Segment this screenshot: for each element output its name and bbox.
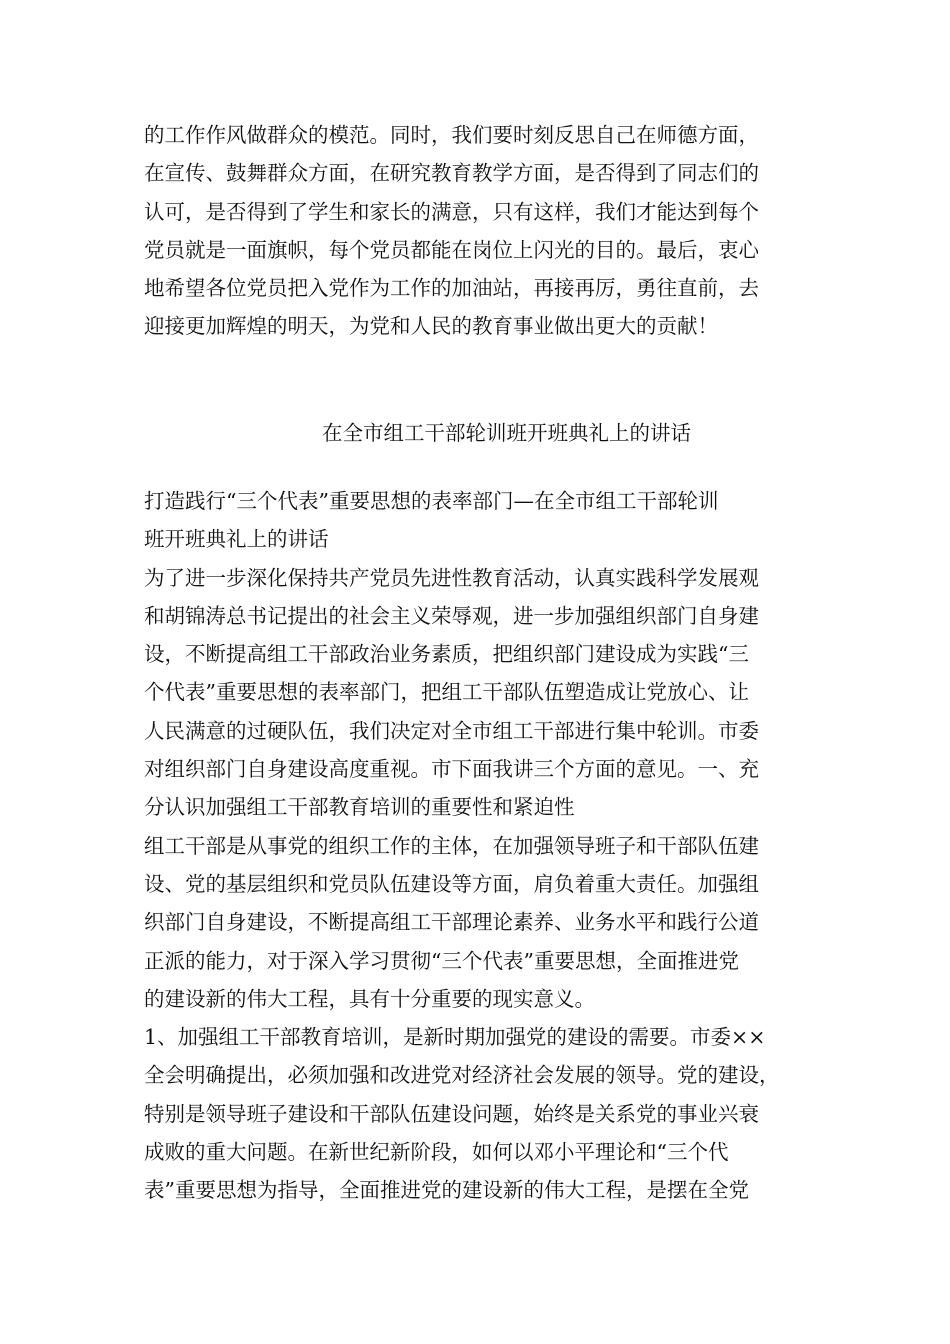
text-line: 班开班典礼上的讲话 [144, 527, 329, 552]
text-line: 对组织部门自身建设高度重视。市下面我讲三个方面的意见。一、充 [144, 757, 759, 782]
text-line: 设，不断提高组工干部政治业务素质，把组织部门建设成为实践“三 [144, 642, 749, 667]
text-line: 党员就是一面旗帜，每个党员都能在岗位上闪光的目的。最后，衷心 [144, 237, 759, 262]
text-line: 打造践行“三个代表”重要思想的表率部门—在全市组工干部轮训 [144, 489, 719, 513]
text-line: 分认识加强组工干部教育培训的重要性和紧迫性 [144, 795, 575, 820]
text-line: 和胡锦涛总书记提出的社会主义荣辱观，进一步加强组织部门自身建 [144, 603, 759, 628]
text-line: 人民满意的过硬队伍，我们决定对全市组工干部进行集中轮训。市委 [144, 718, 759, 743]
text-line: 地希望各位党员把入党作为工作的加油站，再接再厉，勇往直前，去 [144, 276, 759, 301]
text-line: 全会明确提出，必须加强和改进党对经济社会发展的领导。党的建设， [144, 1063, 780, 1088]
text-line: 迎接更加辉煌的明天，为党和人民的教育事业做出更大的贡献！ [144, 314, 718, 339]
text-line: 的工作作风做群众的模范。同时，我们要时刻反思自己在师德方面， [144, 123, 759, 147]
text-line: 织部门自身建设，不断提高组工干部理论素养、业务水平和践行公道 [144, 910, 759, 935]
text-line: 为了进一步深化保持共产党员先进性教育活动，认真实践科学发展观 [144, 565, 759, 590]
speech-body [144, 482, 834, 1210]
text-line: 正派的能力，对于深入学习贯彻“三个代表”重要思想，全面推进党 [144, 948, 739, 973]
text-line: 组工干部是从事党的组织工作的主体，在加强领导班子和干部队伍建 [144, 833, 759, 858]
text-line: 在宣传、鼓舞群众方面，在研究教育教学方面，是否得到了同志们的 [144, 161, 759, 186]
text-line: 表”重要思想为指导，全面推进党的建设新的伟大工程，是摆在全党 [144, 1178, 749, 1203]
closing-paragraph [144, 116, 834, 346]
text-line: 的建设新的伟大工程，具有十分重要的现实意义。 [144, 986, 595, 1011]
text-line: 成败的重大问题。在新世纪新阶段，如何以邓小平理论和“三个代 [144, 1140, 729, 1165]
text-line: 个代表”重要思想的表率部门，把组工干部队伍塑造成让党放心、让 [144, 680, 749, 705]
text-line: 特别是领导班子建设和干部队伍建设问题，始终是关系党的事业兴衰 [144, 1101, 759, 1126]
speech-title: 在全市组工干部轮训班开班典礼上的讲话 [322, 421, 691, 445]
text-line: 认可，是否得到了学生和家长的满意，只有这样，我们才能达到每个 [144, 199, 759, 224]
text-line: 设、党的基层组织和党员队伍建设等方面，肩负着重大责任。加强组 [144, 871, 759, 896]
text-line: 1、加强组工干部教育培训，是新时期加强党的建设的需要。市委×× [144, 1025, 766, 1050]
